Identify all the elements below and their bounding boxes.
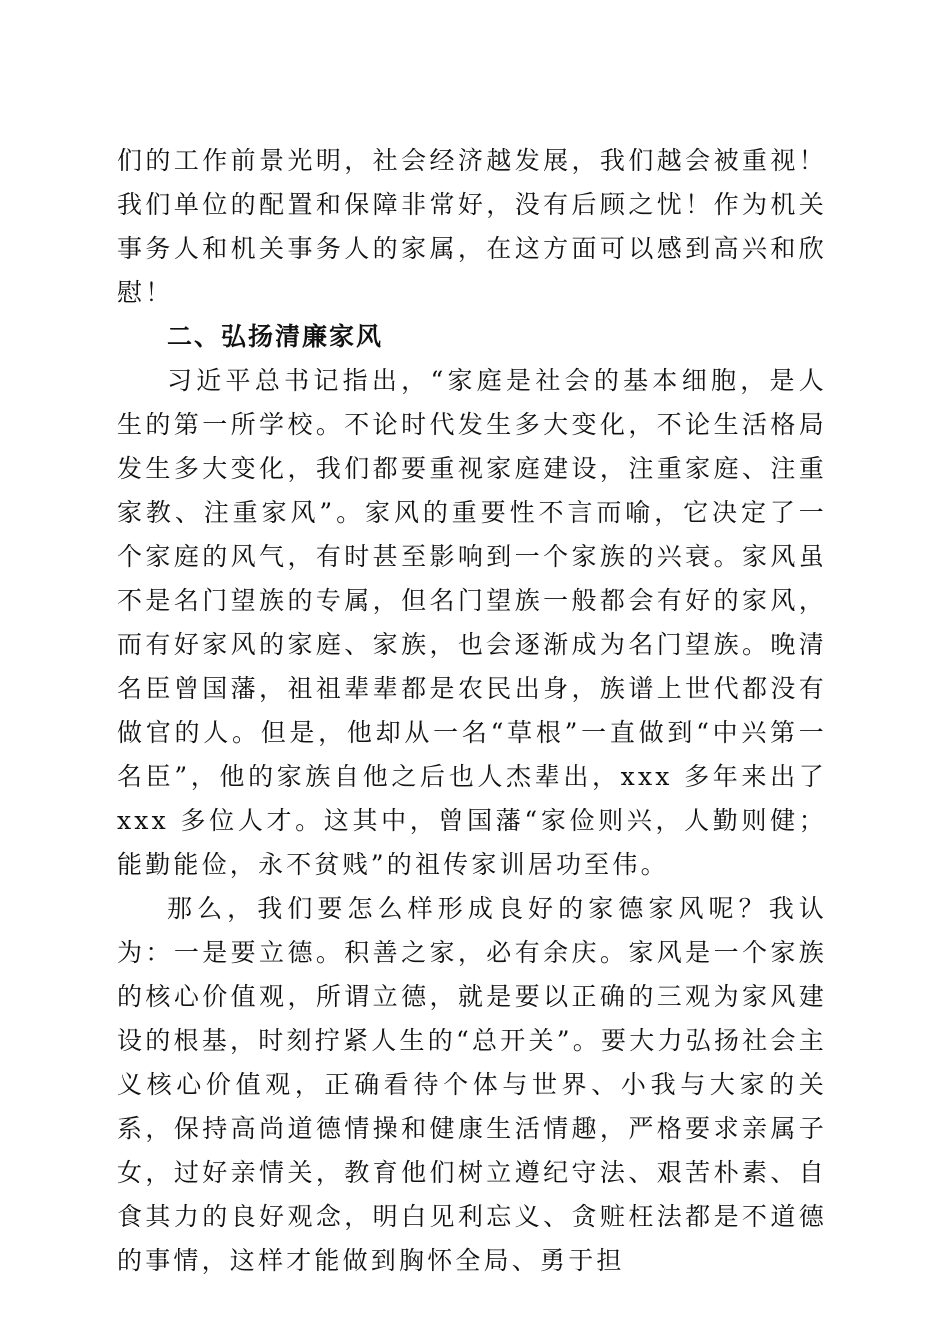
continued-paragraph: 们的工作前景光明，社会经济越发展，我们越会被重视！我们单位的配置和保障非常好，没有后顾之忧！作为机关事务人和机关事务人的家属，在这方面可以感到高兴和欣慰！	[117, 146, 827, 307]
body-paragraph-1: 习近平总书记指出，“家庭是社会的基本细胞，是人生的第一所学校。不论时代发生多大变化，不论生活格局发生多大变化，我们都要重视家庭建设，注重家庭、注重家教、注重家风”。家风的重要性不言而喻，它决定了一个家庭的风气，有时甚至影响到一个家族的兴衰。家风虽不是名门望族的专属，但名门望族一般都会有好的家风，而有好家风的家庭、家族，也会逐渐成为名门望族。晚清名臣曾国藩，祖祖辈辈都是农民出身，族谱上世代都没有做官的人。但是，他却从一名“草根”一直做到“中兴第一名臣”，他的家族自他之后也人杰辈出，xxx 多年来出了 xxx 多位人才。这其中，曾国藩“家俭则兴，人勤则健；能勤能俭，永不贫贱”的祖传家训居功至伟。	[117, 366, 827, 879]
body-paragraph-2: 那么，我们要怎么样形成良好的家德家风呢？我认为：一是要立德。积善之家，必有余庆。家风是一个家族的核心价值观，所谓立德，就是要以正确的三观为家风建设的根基，时刻拧紧人生的“总开关”。要大力弘扬社会主义核心价值观，正确看待个体与世界、小我与大家的关系，保持高尚道德情操和健康生活情趣，严格要求亲属子女，过好亲情关，教育他们树立遵纪守法、艰苦朴素、自食其力的良好观念，明白见利忘义、贪赃枉法都是不道德的事情，这样才能做到胸怀全局、勇于担	[117, 894, 827, 1275]
document-body	[117, 139, 827, 1283]
section-heading: 二、弘扬清廉家风	[167, 322, 384, 351]
